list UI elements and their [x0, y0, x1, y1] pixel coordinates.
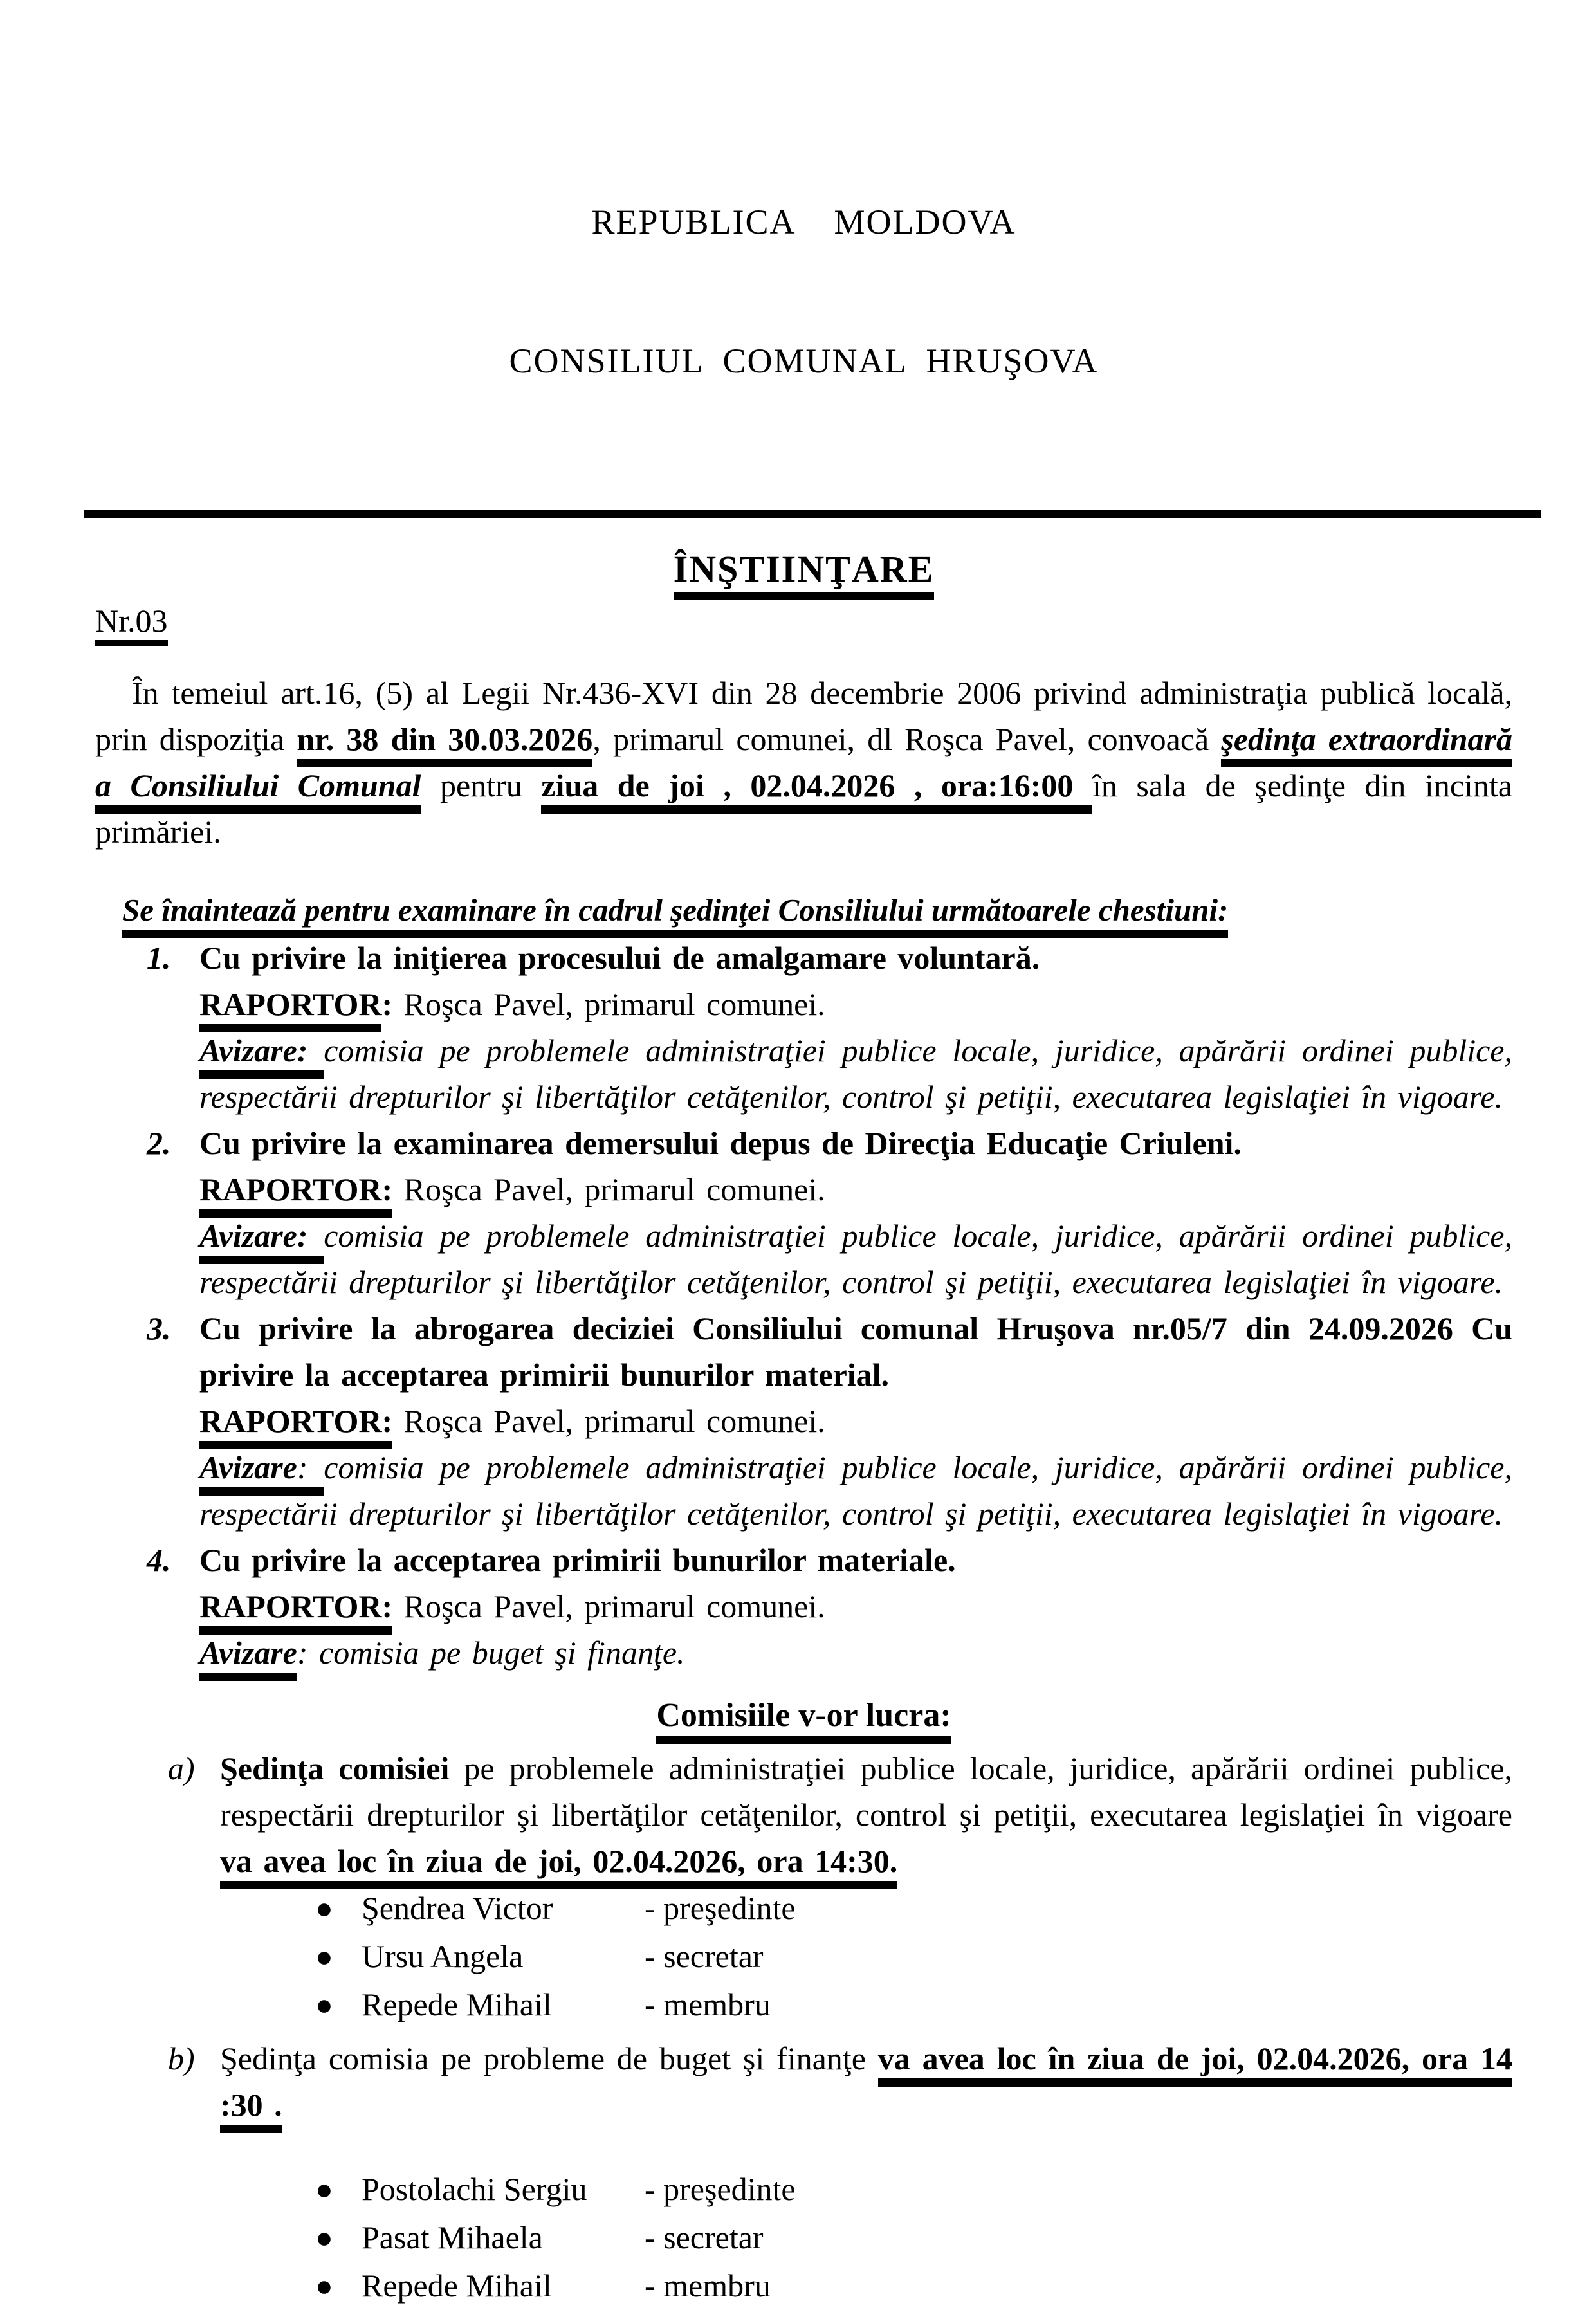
agenda-item [147, 1120, 1512, 1305]
member-row [315, 2214, 1512, 2262]
agenda-item-body [199, 1120, 1512, 1305]
member-role: - preşedinte [645, 2171, 796, 2207]
member-name: Ursu Angela [362, 1938, 524, 1974]
agenda-item-raportor: RAPORTOR: Roşca Pavel, primarul comunei. [199, 1398, 1512, 1444]
agenda-item-number: 1. [147, 940, 171, 976]
member-name: Repede Mihail [362, 2268, 552, 2304]
agenda-item-number: 4. [147, 1542, 171, 1578]
agenda-item-avizare: Avizare: comisia pe problemele administraţiei publice locale, juridice, apărării ordinei publice, respectării drepturilor şi libertăţilor cetăţenilor, control şi petiţii, executarea legislaţiei în vigoare. [199, 1218, 1512, 1300]
agenda-item-raportor: RAPORTOR: Roşca Pavel, primarul comunei. [199, 1583, 1512, 1629]
commissions-heading-row [95, 1692, 1512, 1739]
commission-section-b [168, 2035, 1512, 2128]
member-name: Şendrea Victor [362, 1890, 553, 1926]
member-role: - membru [645, 1986, 771, 2022]
intro-paragraph: În temeiul art.16, (5) al Legii Nr.436-XVI din 28 decembrie 2006 privind administraţia publică locală, prin dispoziţia nr. 38 din 30.03.2026, primarul comunei, dl Roşca Pavel, convoacă şedinţa extraordinară a Consiliului Comunal pentru ziua de joi , 02.04.2026 , ora:16:00 în sala de şedinţe din incinta primăriei. [95, 675, 1512, 850]
header-divider [84, 510, 1541, 518]
agenda-item-number: 2. [147, 1125, 171, 1161]
agenda-heading [122, 887, 1512, 933]
agenda-heading-text: Se înaintează pentru examinare în cadrul şedinţei Consiliului următoarele chestiuni: [122, 892, 1228, 938]
member-row [315, 1981, 1512, 2029]
agenda-item-body [199, 1305, 1512, 1537]
bullet-icon: ● [315, 1892, 333, 1925]
member-name: Postolachi Sergiu [362, 2171, 587, 2207]
doc-number-row [95, 598, 1512, 644]
bullet-icon: ● [315, 2269, 333, 2302]
section-b-marker: b) [168, 2040, 195, 2076]
agenda-item-raportor: RAPORTOR: Roşca Pavel, primarul comunei. [199, 1166, 1512, 1213]
bullet-icon: ● [315, 2221, 333, 2254]
agenda-item-avizare: Avizare: comisia pe problemele administraţiei publice locale, juridice, apărării ordinei publice, respectării drepturilor şi libertăţilor cetăţenilor, control şi petiţii, executarea legislaţiei în vigoare. [199, 1032, 1512, 1115]
agenda-item-body [199, 1537, 1512, 1676]
member-name: Repede Mihail [362, 1986, 552, 2022]
bullet-icon: ● [315, 1940, 333, 1973]
agenda-item [147, 1305, 1512, 1537]
agenda-item-avizare: Avizare: comisia pe problemele administraţiei publice locale, juridice, apărării ordinei publice, respectării drepturilor şi libertăţilor cetăţenilor, control şi petiţii, executarea legislaţiei în vigoare. [199, 1449, 1513, 1532]
member-row [315, 1932, 1512, 1981]
section-a-members [315, 1884, 1512, 2029]
header-country: REPUBLICA MOLDOVA [591, 203, 1016, 241]
bullet-icon: ● [315, 2173, 333, 2206]
document-header [95, 106, 1512, 477]
agenda-list [95, 935, 1512, 1676]
page-title: ÎNŞTIINŢARE [674, 548, 935, 600]
agenda-item [147, 1537, 1512, 1676]
section-a-marker: a) [168, 1750, 195, 1786]
agenda-item-body [199, 935, 1512, 1120]
agenda-item-title: Cu privire la acceptarea primirii bunurilor materiale. [199, 1542, 956, 1578]
doc-number: Nr.03 [95, 603, 168, 646]
member-role: - secretar [645, 2219, 764, 2255]
section-b-text: Şedinţa comisia pe probleme de buget şi finanţe va avea loc în ziua de joi, 02.04.2026, ora 14 :30 . [220, 2035, 1512, 2128]
agenda-item [147, 935, 1512, 1120]
member-row [315, 2262, 1512, 2310]
commissions-heading: Comisiile v-or lucra: [656, 1697, 951, 1744]
commission-section-a [168, 1745, 1512, 1884]
section-b-members [315, 2165, 1512, 2310]
section-a-text: Şedinţa comisiei pe problemele administraţiei publice locale, juridice, apărării ordinei publice, respectării drepturilor şi libertăţilor cetăţenilor, control şi petiţii, executarea legislaţiei în vigoare va avea loc în ziua de joi, 02.04.2026, ora 14:30. [220, 1745, 1512, 1884]
header-council: CONSILIUL COMUNAL HRUŞOVA [509, 342, 1099, 380]
agenda-item-title: Cu privire la examinarea demersului depus de Direcţia Educaţie Criuleni. [199, 1125, 1242, 1161]
agenda-item-title: Cu privire la abrogarea deciziei Consiliului comunal Hruşova nr.05/7 din 24.09.2026 Cu privire la acceptarea primirii bunurilor material. [199, 1310, 1512, 1393]
member-row [315, 1884, 1512, 1932]
title-row [95, 546, 1512, 594]
agenda-item-number: 3. [147, 1310, 171, 1346]
member-role: - secretar [645, 1938, 764, 1974]
member-row [315, 2165, 1512, 2214]
agenda-item-avizare: Avizare: comisia pe buget şi finanţe. [199, 1629, 1512, 1676]
bullet-icon: ● [315, 1988, 333, 2021]
member-role: - membru [645, 2268, 771, 2304]
agenda-item-title: Cu privire la iniţierea procesului de amalgamare voluntară. [199, 940, 1040, 976]
member-role: - preşedinte [645, 1890, 796, 1926]
member-name: Pasat Mihaela [362, 2219, 543, 2255]
agenda-item-raportor: RAPORTOR: Roşca Pavel, primarul comunei. [199, 981, 1512, 1027]
